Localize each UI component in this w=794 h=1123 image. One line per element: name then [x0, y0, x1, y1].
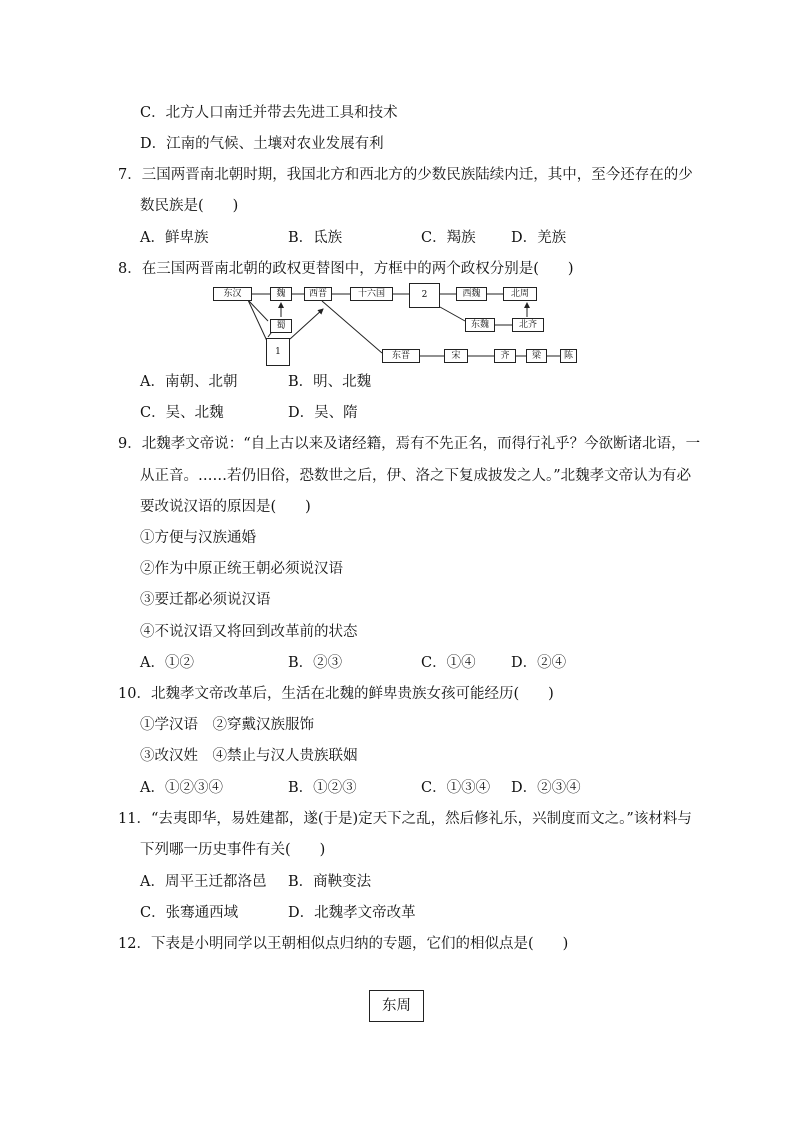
q7-option-c: C．羯族 — [421, 230, 476, 246]
q9-option-d: D．②④ — [511, 655, 567, 671]
q9-stem-line3: 要改说汉语的原因是( ) — [140, 499, 311, 515]
q9-item-2: ②作为中原正统王朝必须说汉语 — [140, 561, 343, 577]
q8-option-b: B．明、北魏 — [288, 374, 372, 390]
q9-option-b: B．②③ — [288, 655, 343, 671]
q8-option-d: D．吴、隋 — [288, 405, 358, 421]
box-shu: 蜀 — [270, 319, 292, 333]
q11-stem-line1: 11．“去夷即华，易姓建都，遂(于是)定天下之乱，然后修礼乐，兴制度而文之。”该材料与 — [118, 811, 692, 827]
q11-option-d: D．北魏孝文帝改革 — [288, 905, 416, 921]
q11-option-c: C．张骞通西域 — [140, 905, 239, 921]
q12-table-box: 东周 — [369, 990, 424, 1022]
box-chen: 陈 — [560, 349, 577, 363]
box-wei: 魏 — [270, 287, 292, 301]
q9-item-4: ④不说汉语又将回到改革前的状态 — [140, 624, 358, 640]
q6-option-d: D．江南的气候、土壤对农业发展有利 — [140, 136, 384, 152]
q12-stem: 12．下表是小明同学以王朝相似点归纳的专题，它们的相似点是( ) — [118, 936, 569, 952]
q8-option-c: C．吴、北魏 — [140, 405, 224, 421]
q6-option-c: C．北方人口南迁并带去先进工具和技术 — [140, 105, 398, 121]
q9-item-1: ①方便与汉族通婚 — [140, 530, 256, 546]
box-blank-2: 2 — [409, 283, 440, 308]
q10-option-d: D．②③④ — [511, 780, 581, 796]
box-dongwei: 东魏 — [465, 318, 495, 332]
q10-items-line1: ①学汉语 ②穿戴汉族服饰 — [140, 717, 314, 733]
box-blank-1: 1 — [266, 338, 290, 366]
q7-option-d: D．羌族 — [511, 230, 567, 246]
q9-stem-line2: 从正音。……若仍旧俗，恐数世之后，伊、洛之下复成披发之人。”北魏孝文帝认为有必 — [140, 468, 692, 484]
box-shiliuguo: 十六国 — [350, 287, 393, 301]
box-beizhou: 北周 — [503, 287, 537, 301]
box-donghan: 东汉 — [213, 287, 252, 301]
q11-option-b: B．商鞅变法 — [288, 874, 372, 890]
q10-stem: 10．北魏孝文帝改革后，生活在北魏的鲜卑贵族女孩可能经历( ) — [118, 686, 554, 702]
q7-option-a: A．鲜卑族 — [140, 230, 209, 246]
q10-option-c: C．①③④ — [421, 780, 491, 796]
q11-stem-line2: 下列哪一历史事件有关( ) — [140, 842, 326, 858]
box-xiwei: 西魏 — [456, 287, 487, 301]
q10-items-line2: ③改汉姓 ④禁止与汉人贵族联姻 — [140, 748, 358, 764]
q11-option-a: A．周平王迁都洛邑 — [140, 874, 267, 890]
q9-item-3: ③要迁都必须说汉语 — [140, 592, 271, 608]
box-liang: 梁 — [526, 349, 547, 363]
q8-option-a: A．南朝、北朝 — [140, 374, 238, 390]
q7-stem-line2: 数民族是( ) — [140, 198, 239, 214]
q10-option-a: A．①②③④ — [140, 780, 223, 796]
regime-succession-diagram — [210, 283, 590, 373]
q7-stem-line1: 7．三国两晋南北朝时期，我国北方和西北方的少数民族陆续内迁，其中，至今还存在的少 — [118, 167, 693, 183]
box-xijin: 西晋 — [304, 287, 332, 301]
q9-stem-line1: 9．北魏孝文帝说：“自上古以来及诸经籍，焉有不先正名，而得行礼乎？今欲断诸北语，一 — [118, 436, 701, 452]
q8-stem: 8．在三国两晋南北朝的政权更替图中，方框中的两个政权分别是( ) — [118, 261, 574, 277]
q10-option-b: B．①②③ — [288, 780, 357, 796]
q9-option-a: A．①② — [140, 655, 194, 671]
q7-option-b: B．氐族 — [288, 230, 343, 246]
box-song: 宋 — [444, 349, 468, 363]
box-dongjin: 东晋 — [382, 349, 420, 363]
box-qi: 齐 — [494, 349, 516, 363]
q9-option-c: C．①④ — [421, 655, 476, 671]
box-beiqi: 北齐 — [512, 318, 544, 332]
